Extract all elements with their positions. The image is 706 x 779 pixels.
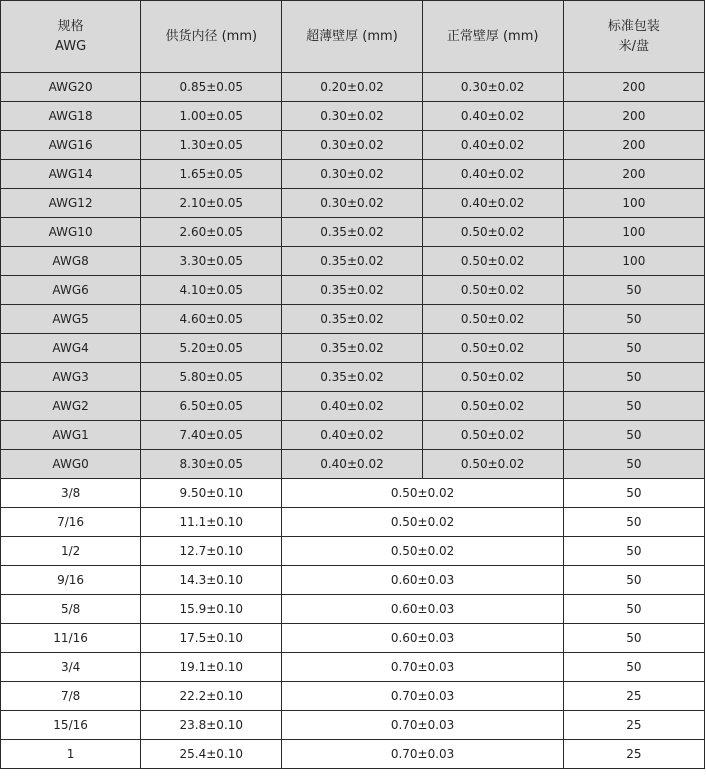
cell-spec: AWG12 [1,189,141,218]
cell-spec: 1/2 [1,537,141,566]
cell-pack: 25 [563,711,704,740]
table-row [1,73,705,102]
cell-inner-diameter: 11.1±0.10 [141,508,282,537]
cell-inner-diameter: 6.50±0.05 [141,392,282,421]
cell-spec: AWG0 [1,450,141,479]
header-pack-line1: 标准包装 [607,18,660,34]
cell-ultra-thin-wall: 0.40±0.02 [282,450,422,479]
cell-spec: 1 [1,740,141,769]
cell-spec: AWG6 [1,276,141,305]
cell-spec: AWG2 [1,392,141,421]
cell-normal-wall: 0.50±0.02 [422,421,563,450]
cell-spec: 11/16 [1,624,141,653]
cell-inner-diameter: 3.30±0.05 [141,247,282,276]
cell-ultra-thin-wall: 0.35±0.02 [282,276,422,305]
header-spec-line2: AWG [55,38,87,54]
cell-wall-thickness: 0.60±0.03 [282,595,563,624]
cell-inner-diameter: 12.7±0.10 [141,537,282,566]
cell-pack: 50 [563,334,704,363]
cell-ultra-thin-wall: 0.40±0.02 [282,392,422,421]
cell-inner-diameter: 23.8±0.10 [141,711,282,740]
cell-wall-thickness: 0.70±0.03 [282,653,563,682]
cell-ultra-thin-wall: 0.30±0.02 [282,131,422,160]
cell-inner-diameter: 1.30±0.05 [141,131,282,160]
cell-pack: 25 [563,740,704,769]
cell-normal-wall: 0.40±0.02 [422,160,563,189]
table-row [1,624,705,653]
cell-pack: 50 [563,537,704,566]
table-row [1,305,705,334]
table-row [1,479,705,508]
cell-spec: 7/16 [1,508,141,537]
cell-normal-wall: 0.50±0.02 [422,450,563,479]
cell-wall-thickness: 0.60±0.03 [282,566,563,595]
table-body [1,73,705,769]
cell-pack: 50 [563,450,704,479]
cell-wall-thickness: 0.70±0.03 [282,711,563,740]
cell-inner-diameter: 14.3±0.10 [141,566,282,595]
table-row [1,102,705,131]
cell-spec: 15/16 [1,711,141,740]
table-row [1,131,705,160]
cell-pack: 50 [563,624,704,653]
cell-pack: 200 [563,160,704,189]
cell-normal-wall: 0.50±0.02 [422,247,563,276]
table-row [1,218,705,247]
cell-normal-wall: 0.50±0.02 [422,305,563,334]
cell-normal-wall: 0.50±0.02 [422,218,563,247]
table-row [1,653,705,682]
cell-ultra-thin-wall: 0.35±0.02 [282,363,422,392]
table-row [1,711,705,740]
cell-inner-diameter: 4.10±0.05 [141,276,282,305]
cell-inner-diameter: 7.40±0.05 [141,421,282,450]
cell-inner-diameter: 9.50±0.10 [141,479,282,508]
cell-ultra-thin-wall: 0.35±0.02 [282,305,422,334]
cell-pack: 200 [563,131,704,160]
table-row [1,740,705,769]
cell-pack: 50 [563,392,704,421]
cell-normal-wall: 0.40±0.02 [422,131,563,160]
table-row [1,392,705,421]
cell-inner-diameter: 25.4±0.10 [141,740,282,769]
header-spec [1,1,141,73]
cell-wall-thickness: 0.50±0.02 [282,508,563,537]
cell-ultra-thin-wall: 0.20±0.02 [282,73,422,102]
cell-spec: 3/8 [1,479,141,508]
header-pack [563,1,704,73]
cell-spec: AWG14 [1,160,141,189]
cell-pack: 50 [563,595,704,624]
cell-normal-wall: 0.40±0.02 [422,102,563,131]
cell-pack: 200 [563,73,704,102]
cell-inner-diameter: 4.60±0.05 [141,305,282,334]
cell-normal-wall: 0.30±0.02 [422,73,563,102]
cell-spec: AWG3 [1,363,141,392]
cell-inner-diameter: 8.30±0.05 [141,450,282,479]
cell-pack: 25 [563,682,704,711]
cell-spec: 7/8 [1,682,141,711]
cell-normal-wall: 0.50±0.02 [422,334,563,363]
table-row [1,421,705,450]
cell-spec: AWG8 [1,247,141,276]
cell-spec: 3/4 [1,653,141,682]
cell-inner-diameter: 15.9±0.10 [141,595,282,624]
cell-inner-diameter: 5.80±0.05 [141,363,282,392]
cell-pack: 50 [563,479,704,508]
cell-normal-wall: 0.40±0.02 [422,189,563,218]
cell-pack: 100 [563,247,704,276]
table-row [1,276,705,305]
cell-wall-thickness: 0.50±0.02 [282,537,563,566]
header-ultra-thin-wall: 超薄壁厚 (mm) [282,1,422,73]
cell-inner-diameter: 1.65±0.05 [141,160,282,189]
cell-inner-diameter: 5.20±0.05 [141,334,282,363]
cell-ultra-thin-wall: 0.35±0.02 [282,247,422,276]
table-row [1,160,705,189]
table-header [1,1,705,73]
cell-inner-diameter: 2.10±0.05 [141,189,282,218]
cell-pack: 100 [563,218,704,247]
table-row [1,566,705,595]
cell-wall-thickness: 0.70±0.03 [282,682,563,711]
header-pack-line2: 米/盘 [618,38,650,54]
cell-spec: AWG20 [1,73,141,102]
cell-pack: 50 [563,276,704,305]
cell-pack: 200 [563,102,704,131]
table-row [1,508,705,537]
cell-spec: AWG18 [1,102,141,131]
cell-inner-diameter: 2.60±0.05 [141,218,282,247]
cell-pack: 50 [563,653,704,682]
cell-spec: AWG5 [1,305,141,334]
header-row [1,1,705,73]
table-row [1,537,705,566]
table-row [1,450,705,479]
cell-wall-thickness: 0.50±0.02 [282,479,563,508]
table-row [1,595,705,624]
cell-pack: 100 [563,189,704,218]
cell-inner-diameter: 22.2±0.10 [141,682,282,711]
cell-spec: 9/16 [1,566,141,595]
cell-spec: AWG4 [1,334,141,363]
cell-pack: 50 [563,363,704,392]
cell-pack: 50 [563,566,704,595]
header-normal-wall: 正常壁厚 (mm) [422,1,563,73]
cell-wall-thickness: 0.60±0.03 [282,624,563,653]
table-row [1,334,705,363]
cell-inner-diameter: 0.85±0.05 [141,73,282,102]
table-row [1,247,705,276]
cell-ultra-thin-wall: 0.30±0.02 [282,160,422,189]
cell-ultra-thin-wall: 0.40±0.02 [282,421,422,450]
cell-ultra-thin-wall: 0.35±0.02 [282,334,422,363]
table-row [1,363,705,392]
cell-spec: AWG1 [1,421,141,450]
table-row [1,189,705,218]
cell-inner-diameter: 19.1±0.10 [141,653,282,682]
header-spec-line1: 规格 [57,18,84,34]
cell-inner-diameter: 1.00±0.05 [141,102,282,131]
cell-inner-diameter: 17.5±0.10 [141,624,282,653]
cell-ultra-thin-wall: 0.35±0.02 [282,218,422,247]
cell-normal-wall: 0.50±0.02 [422,276,563,305]
cell-ultra-thin-wall: 0.30±0.02 [282,189,422,218]
cell-spec: AWG10 [1,218,141,247]
table-row [1,682,705,711]
cell-spec: AWG16 [1,131,141,160]
cell-pack: 50 [563,508,704,537]
cell-pack: 50 [563,421,704,450]
cell-ultra-thin-wall: 0.30±0.02 [282,102,422,131]
cell-wall-thickness: 0.70±0.03 [282,740,563,769]
cell-normal-wall: 0.50±0.02 [422,392,563,421]
cell-spec: 5/8 [1,595,141,624]
header-inner-diameter: 供货内径 (mm) [141,1,282,73]
cell-pack: 50 [563,305,704,334]
cell-normal-wall: 0.50±0.02 [422,363,563,392]
